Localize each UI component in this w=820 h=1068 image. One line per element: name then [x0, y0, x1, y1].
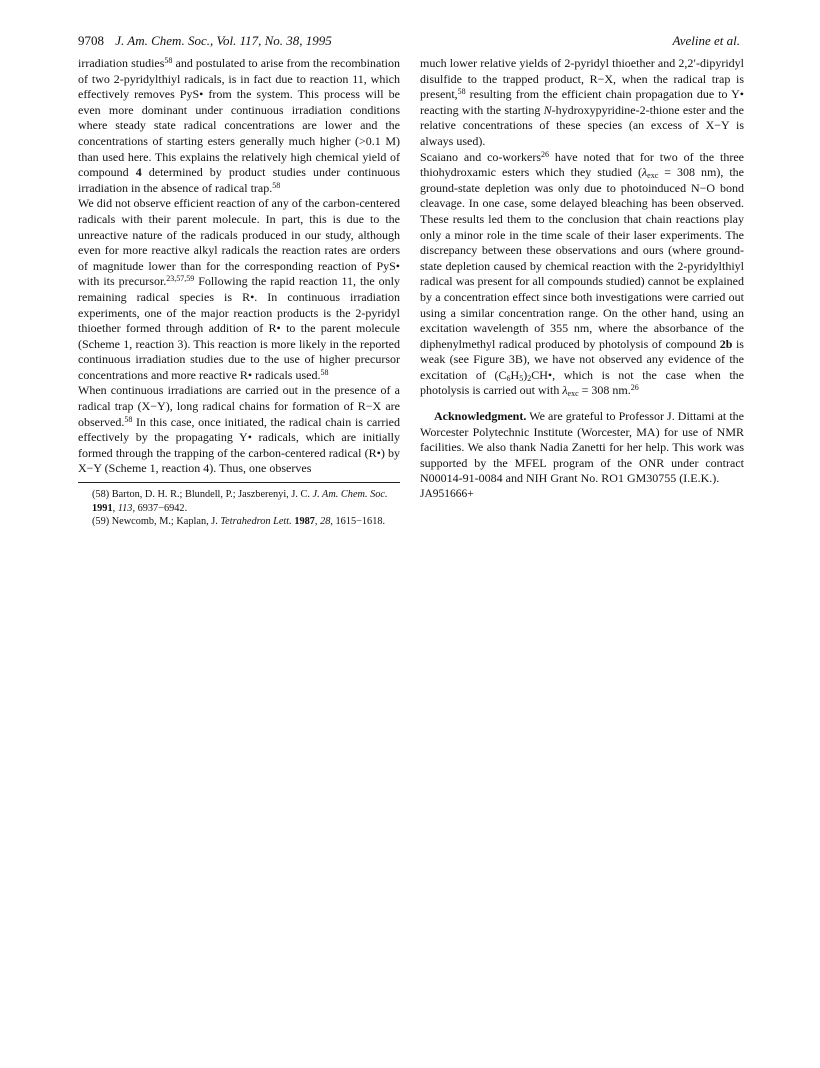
running-header	[78, 33, 740, 51]
manuscript-code: JA951666+	[420, 488, 474, 501]
acknowledgment-body: We are grateful to Professor J. Dittami at the Worcester Polytechnic Institute (Worcester, MA) for use of NMR facilities. We also thank Nadia Zanetti for her help. This work was supported by the MFEL program of the ONR under contract N00014-91-0084 and NIH Grant No. RO1 GM30755 (I.E.K.).	[420, 409, 744, 486]
journal-citation: J. Am. Chem. Soc., Vol. 117, No. 38, 1995	[115, 33, 332, 48]
header-left	[78, 33, 332, 49]
paragraph-scaiano: Scaiano and co-workers$^{26}$ have noted that for two of the three thiohydroxamic esters which they studied ($\lambda_{exc} = 308$ nm), the ground-state depletion was only due to photoinduced N−O bond cleavage. In one case, some delayed bleaching has been observed. These results led them to the conclusion that chain reactions play only a minor role in the time scale of their laser experiments. The discrepancy between these observations and ours (where ground-state depletion caused by chemical reaction with the 2-pyridylthiyl radical was present for all compounds studied) cannot be explained by a concentration effect since both investigations were carried out using a similar concentration range. On the other hand, using an excitation wavelength of 355 nm, where the absorbance of the diphenylmethyl radical produced by photolysis of compound 2b is weak (see Figure 3B), we have not observed any evidence of the excitation of $(C_6H_5)_2CH•$, which is not the case when the photolysis is carried out with $\lambda_{exc} = 308$ nm.$^{26}$	[420, 149, 745, 399]
page-number: 9708	[78, 33, 104, 48]
paragraph-parent-molecule: We did not observe efficient reaction of any of the carbon-centered radicals with their parent molecule. In part, this is due to the unreactive nature of the radicals produced in our study, although even for more reactive alkyl radicals the reaction rates are orders of magnitude lower than for the corresponding reaction of PyS• with its precursor.$^{23,57,59}$ Following the rapid reaction 11, the only remaining radical species is R•. In continuous irradiation experiments, one of the major reaction products is the 2-pyridyl thioether formed through addition of R• to the parent molecule (Scheme 1, reaction 3). This reaction is more likely in the reported continuous irradiation studies due to the use of higher precursor concentrations and more reactive R• radicals used.$^{58}$	[78, 196, 400, 382]
paragraph-trapped-product: much lower relative yields of 2-pyridyl thioether and 2,2′-dipyridyl disulfide to the trapped product, R−X, when the radical trap is present,$^{58}$ resulting from the efficient chain propagation due to Y• reacting with the starting N-hydroxypyridine-2-thione ester and the relative concentrations of these species (an excess of X−Y is always used).	[420, 56, 744, 148]
acknowledgment-title: Acknowledgment.	[434, 409, 527, 424]
paragraph-radical-trap: When continuous irradiations are carried out in the presence of a radical trap (X−Y), long radical chains for formation of R−X are observed.$^{58}$ In this case, once initiated, the radical chain is carried effectively by the propagating Y• radicals, which are initially formed through the trapping of the carbon-centered radical (R•) by X−Y (Scheme 1, reaction 4). Thus, one observes	[78, 383, 400, 476]
right-column	[420, 56, 744, 503]
footnote-58: (58) Barton, D. H. R.; Blundell, P.; Jaszberenyi, J. C. J. Am. Chem. Soc. 1991, 113, 6937−6942.	[92, 489, 388, 514]
footnote-59: (59) Newcomb, M.; Kaplan, J. Tetrahedron Lett. 1987, 28, 1615−1618.	[92, 516, 386, 528]
paragraph-continuation: irradiation studies$^{58}$ and postulated to arise from the recombination of two 2-pyridylthiyl radicals, is in fact due to reaction 11, which effectively removes PyS• from the system. This process will be even more dominant under continuous irradiation conditions where steady state radical concentrations are lower and the concentrations of starting esters generally much higher (>0.1 M) than used here. This explains the relatively high chemical yield of compound 4 determined by product studies under continuous irradiation in the absence of radical trap.$^{58}$	[78, 56, 400, 195]
left-column	[78, 56, 400, 529]
footnote-divider	[78, 482, 400, 483]
header-authors: Aveline et al.	[672, 33, 740, 48]
acknowledgment	[420, 409, 744, 487]
